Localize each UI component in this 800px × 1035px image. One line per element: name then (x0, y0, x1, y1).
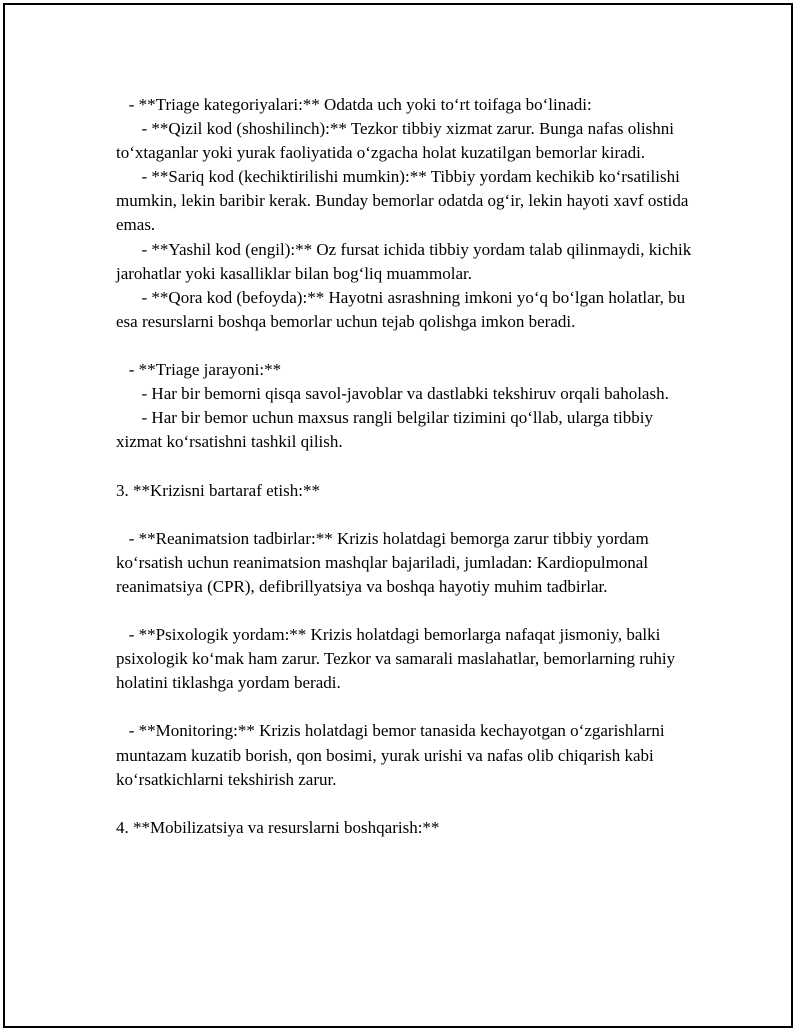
blank-line (116, 792, 696, 816)
blank-line (116, 334, 696, 358)
black-code-item: - **Qora kod (befoyda):** Hayotni asrashning imkoni yo‘q bo‘lgan holatlar, bu esa resurslarni boshqa bemorlar uchun tejab qolishga imkon beradi. (116, 287, 690, 331)
monitoring-item: - **Monitoring:** Krizis holatdagi bemor tanasida kechayotgan o‘zgarishlarni muntazam kuzatib borish, qon bosimi, yurak urishi va nafas olib chiqarish kabi ko‘rsatkichlarni tekshirish zarur. (116, 721, 669, 789)
document-body (116, 93, 696, 840)
section-3-heading: 3. **Krizisni bartaraf etish:** (116, 480, 320, 500)
triage-process-heading: - **Triage jarayoni:** (116, 360, 282, 380)
blank-line (116, 503, 696, 527)
green-code-item: - **Yashil kod (engil):** Oz fursat ichida tibbiy yordam talab qilinmaydi, kichik jarohatlar yoki kasalliklar bilan bog‘liq muammolar. (116, 239, 696, 283)
triage-process-item-2: - Har bir bemor uchun maxsus rangli belgilar tizimini qo‘llab, ularga tibbiy xizmat ko‘rsatishni tashkil qilish. (116, 408, 658, 452)
yellow-code-item: - **Sariq kod (kechiktirilishi mumkin):** Tibbiy yordam kechikib ko‘rsatilishi mumkin, lekin baribir kerak. Bunday bemorlar odatda og‘ir, lekin hayoti xavf ostida emas. (116, 167, 693, 235)
psychological-help-item: - **Psixologik yordam:** Krizis holatdagi bemorlarga nafaqat jismoniy, balki psixologik ko‘mak ham zarur. Tezkor va samarali maslahatlar, bemorlarning ruhiy holatini tiklashga yordam beradi. (116, 625, 680, 693)
blank-line (116, 695, 696, 719)
triage-process-item-1: - Har bir bemorni qisqa savol-javoblar va dastlabki tekshiruv orqali baholash. (116, 384, 669, 404)
triage-categories-heading: - **Triage kategoriyalari:** Odatda uch yoki to‘rt toifaga bo‘linadi: (116, 95, 592, 114)
blank-line (116, 454, 696, 478)
blank-line (116, 599, 696, 623)
resuscitation-item: - **Reanimatsion tadbirlar:** Krizis holatdagi bemorga zarur tibbiy yordam ko‘rsatish uchun reanimatsion mashqlar bajariladi, jumladan: Kardiopulmonal reanimatsiya (CPR), defibrillyatsiya va boshqa hayotiy muhim tadbirlar. (116, 528, 653, 596)
section-4-heading: 4. **Mobilizatsiya va resurslarni boshqarish:** (116, 817, 440, 837)
red-code-item: - **Qizil kod (shoshilinch):** Tezkor tibbiy xizmat zarur. Bunga nafas olishni to‘xtaganlar yoki yurak faoliyatida o‘zgacha holat kuzatilgan bemorlar kiradi. (116, 119, 679, 163)
